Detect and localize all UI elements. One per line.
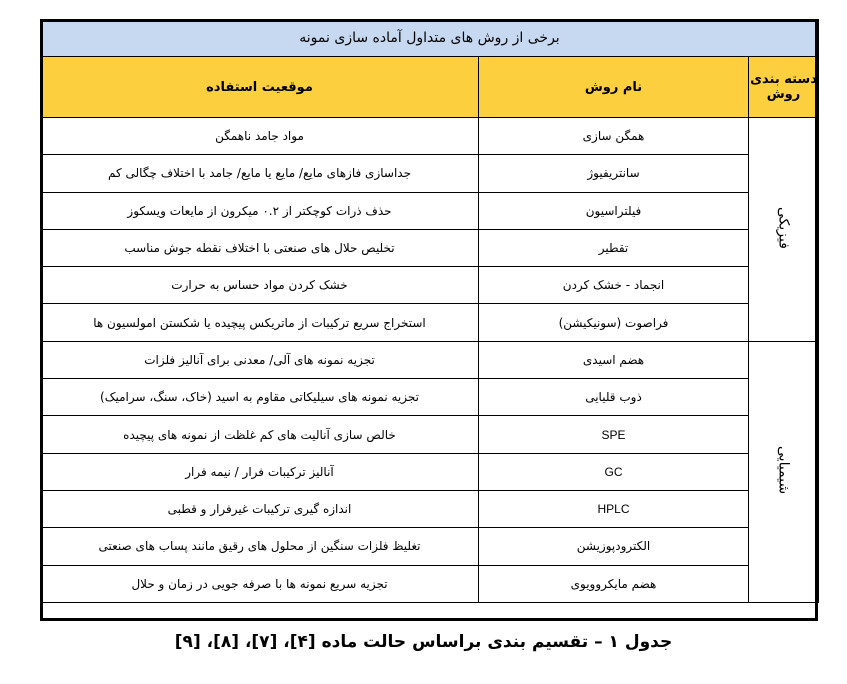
method-cell: ذوب قلیایی (479, 379, 749, 416)
usage-cell: اندازه گیری ترکیبات غیرفرار و قطبی (41, 490, 479, 527)
usage-cell: تجزیه نمونه های سیلیکاتی مقاوم به اسید (خاک، سنگ، سرامیک) (41, 379, 479, 416)
usage-cell: حذف ذرات کوچکتر از ۰.۲ میکرون از مایعات ویسکوز (41, 192, 479, 229)
method-cell: تقطیر (479, 229, 749, 266)
table-caption: جدول ۱ – تقسیم بندی براساس حالت ماده [۴]، [۷]، [۸]، [۹] (174, 632, 673, 652)
method-cell: فیلتراسیون (479, 192, 749, 229)
header-usage: موقعیت استفاده (41, 57, 479, 118)
usage-cell: مواد جامد ناهمگن (41, 118, 479, 155)
header-category: دسته بندی روش (749, 57, 819, 118)
usage-cell: آنالیز ترکیبات فرار / نیمه فرار (41, 453, 479, 490)
method-cell: همگن سازی (479, 118, 749, 155)
usage-cell: خشک کردن مواد حساس به حرارت (41, 267, 479, 304)
usage-cell: تغلیظ فلزات سنگین از محلول های رقیق مانند پساب های صنعتی (41, 528, 479, 565)
usage-cell: تخلیص حلال های صنعتی با اختلاف نقطه جوش مناسب (41, 229, 479, 266)
table-title: برخی از روش های متداول آماده سازی نمونه (41, 20, 819, 57)
method-cell: SPE (479, 416, 749, 453)
usage-cell: استخراج سریع ترکیبات از ماتریکس پیچیده یا شکستن امولسیون ها (41, 304, 479, 341)
method-cell: HPLC (479, 490, 749, 527)
category-label: فیزیکی (775, 206, 792, 249)
usage-cell: جداسازی فازهای مایع/ مایع یا مایع/ جامد با اختلاف چگالی کم (41, 155, 479, 192)
usage-cell: تجزیه نمونه های آلی/ معدنی برای آنالیز فلزات (41, 341, 479, 378)
method-cell: هضم اسیدی (479, 341, 749, 378)
usage-cell: خالص سازی آنالیت های کم غلظت از نمونه های پیچیده (41, 416, 479, 453)
method-cell: هضم مایکروویوی (479, 565, 749, 602)
method-cell: سانتریفیوژ (479, 155, 749, 192)
method-cell: GC (479, 453, 749, 490)
header-method: نام روش (479, 57, 749, 118)
method-cell: فراصوت (سونیکیشن) (479, 304, 749, 341)
category-label: شیمیایی (775, 446, 792, 495)
method-cell: انجماد - خشک کردن (479, 267, 749, 304)
usage-cell: تجزیه سریع نمونه ها با صرفه جویی در زمان و حلال (41, 565, 479, 602)
method-cell: الکترودپوزیشن (479, 528, 749, 565)
table-outer-border (40, 19, 818, 621)
